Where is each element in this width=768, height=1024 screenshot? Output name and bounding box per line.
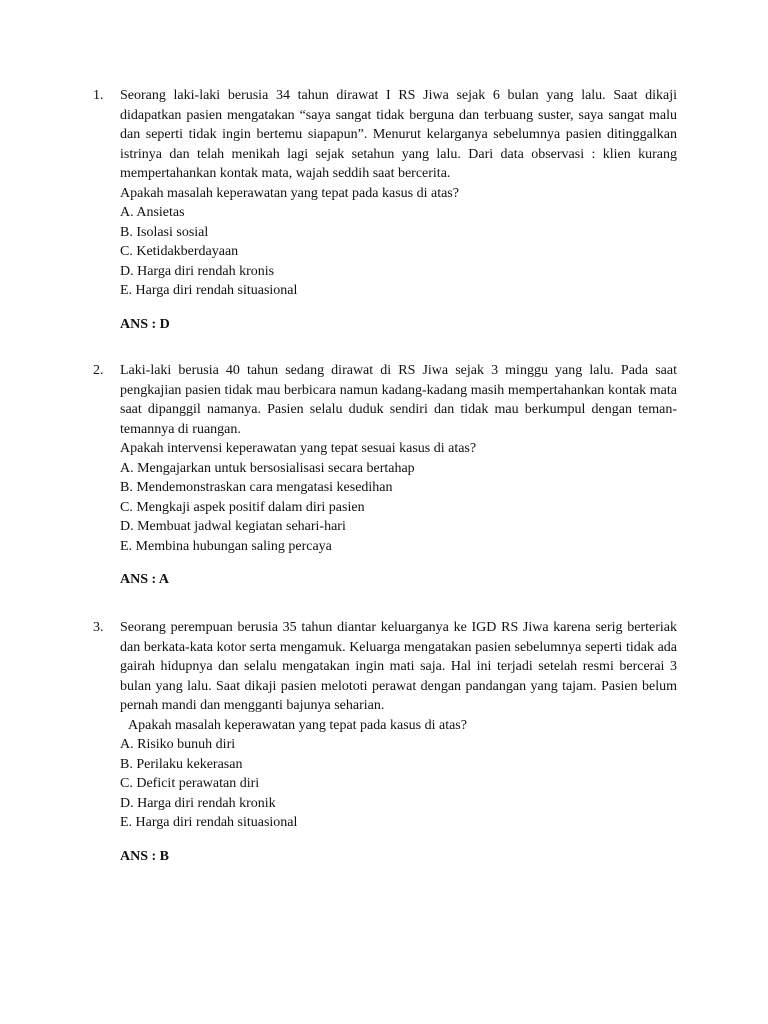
answer-key: ANS : B — [120, 848, 170, 864]
question-3 — [93, 618, 677, 866]
option-e: E. Harga diri rendah situasional — [120, 815, 298, 830]
question-prompt: Apakah masalah keperawatan yang tepat pada kasus di atas? — [128, 717, 467, 733]
question-2 — [93, 361, 677, 590]
answer-key: ANS : D — [120, 316, 170, 332]
option-b: B. Isolasi sosial — [120, 224, 209, 240]
option-a: A. Mengajarkan untuk bersosialisasi secara bertahap — [120, 460, 415, 476]
option-a: A. Ansietas — [120, 205, 185, 220]
option-b: B. Mendemonstraskan cara mengatasi kesedihan — [120, 480, 393, 495]
question-prompt: Apakah intervensi keperawatan yang tepat sesuai kasus di atas? — [120, 441, 477, 456]
question-body — [120, 361, 677, 590]
question-stem: Seorang laki-laki berusia 34 tahun dirawat I RS Jiwa sejak 6 bulan yang lalu. Saat dikaji didapatkan pasien mengatakan “saya sangat tidak berguna dan terbuang suster, saya sangat malu dan seperti tidak ingin bertemu siapapun”. Menurut kelarganya sebelumnya pasien ditinggalkan istrinya dan telah menikah lagi sejak setahun yang lalu. Dari data observasi : klien kurang mempertahankan kontak mata, wajah seddih saat bercerita. — [120, 88, 677, 181]
question-1 — [93, 86, 677, 334]
option-e: E. Membina hubungan saling percaya — [120, 538, 332, 554]
question-prompt: Apakah masalah keperawatan yang tepat pada kasus di atas? — [120, 185, 459, 201]
option-e: E. Harga diri rendah situasional — [120, 283, 298, 298]
question-number: 1. — [93, 88, 104, 103]
question-stem: Seorang perempuan berusia 35 tahun diantar keluarganya ke IGD RS Jiwa karena serig berteriak dan berkata-kata kotor serta mengamuk. Keluarga mengatakan pasien sebelumnya seperti tidak ada gairah hidupnya dan selalu mengatakan ingin mati saja. Hal ini terjadi setelah resmi bercerai 3 bulan yang lalu. Saat dikaji pasien melototi perawat dengan pandangan yang tajam. Pasien belum pernah mandi dan mengganti bajunya seharian. — [120, 620, 677, 713]
option-list — [120, 459, 677, 557]
option-list — [120, 735, 677, 833]
answer-key: ANS : A — [120, 572, 170, 587]
question-body — [120, 618, 677, 866]
question-body — [120, 86, 677, 334]
option-c: C. Deficit perawatan diri — [120, 776, 260, 791]
option-d: D. Harga diri rendah kronis — [120, 263, 275, 279]
option-c: C. Mengkaji aspek positif dalam diri pasien — [120, 499, 365, 515]
option-c: C. Ketidakberdayaan — [120, 244, 239, 259]
option-d: D. Harga diri rendah kronik — [120, 795, 276, 811]
question-stem: Laki-laki berusia 40 tahun sedang dirawat di RS Jiwa sejak 3 minggu yang lalu. Pada saat pengkajian pasien tidak mau berbicara namun kadang-kadang masih mempertahankan kontak mata saat dipanggil namanya. Pasien selalu duduk sendiri dan tidak mau berkumpul dengan teman-temannya di ruangan. — [120, 363, 677, 437]
question-number: 3. — [93, 620, 104, 635]
question-number: 2. — [93, 363, 104, 378]
option-a: A. Risiko bunuh diri — [120, 737, 236, 752]
option-b: B. Perilaku kekerasan — [120, 756, 243, 772]
option-d: D. Membuat jadwal kegiatan sehari-hari — [120, 519, 346, 534]
option-list — [120, 203, 677, 301]
